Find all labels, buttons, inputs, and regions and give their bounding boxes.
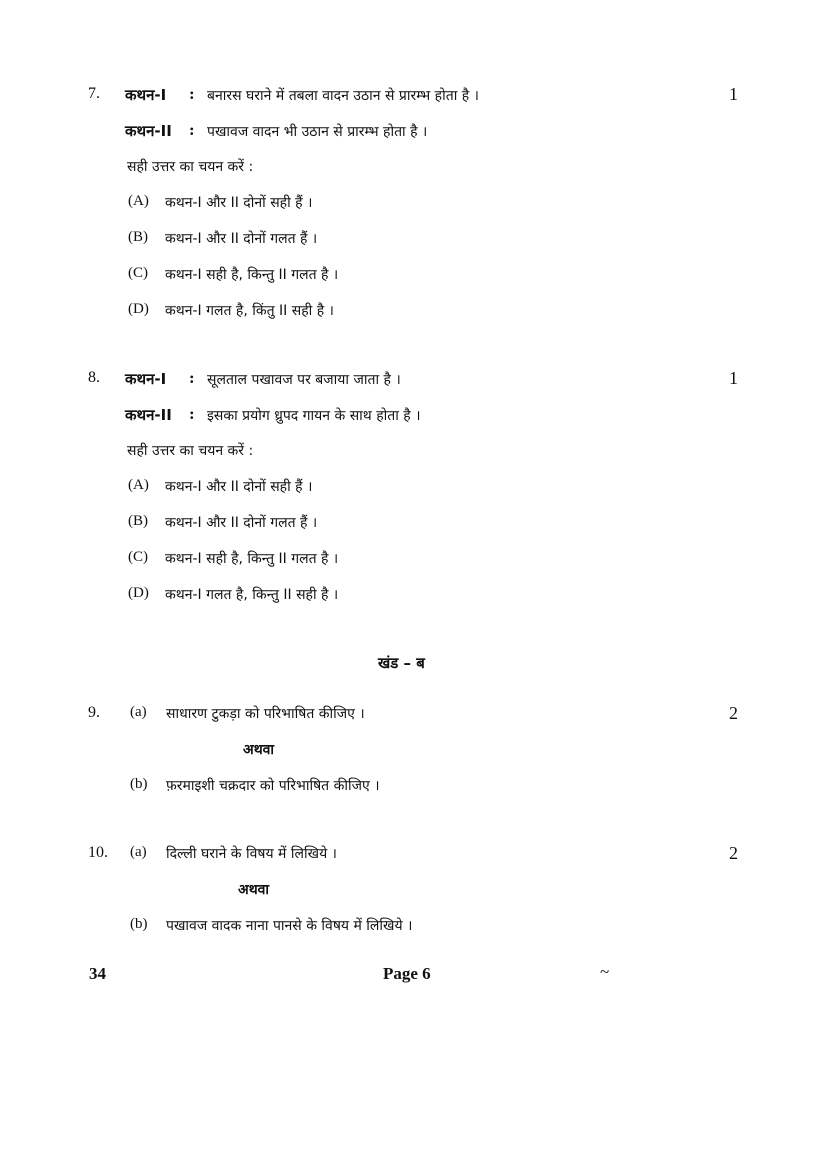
statement1-text: बनारस घराने में तबला वादन उठान से प्रारम्भ होता है । bbox=[207, 88, 479, 104]
question-marks: 2 bbox=[729, 843, 738, 863]
section-heading: खंड – ब bbox=[378, 654, 425, 672]
part-text: पखावज वादक नाना पानसे के विषय में लिखिये । bbox=[166, 918, 413, 934]
question-number: 9. bbox=[88, 704, 100, 721]
paper-code: 34 bbox=[89, 964, 106, 983]
part-label: (b) bbox=[130, 776, 148, 792]
option-text: कथन-I सही है, किन्तु II गलत है । bbox=[165, 551, 339, 567]
page-number: Page 6 bbox=[383, 964, 431, 983]
part-text: साधारण टुकड़ा को परिभाषित कीजिए । bbox=[166, 706, 365, 722]
footer-mark: ~ bbox=[600, 962, 610, 981]
part-label: (a) bbox=[130, 844, 147, 860]
option-label: (B) bbox=[128, 513, 148, 529]
option-text: कथन-I और II दोनों गलत हैं । bbox=[165, 515, 318, 531]
colon: : bbox=[189, 85, 195, 103]
option-label: (D) bbox=[128, 585, 149, 601]
option-text: कथन-I और II दोनों गलत हैं । bbox=[165, 231, 318, 247]
option-label: (D) bbox=[128, 301, 149, 317]
colon: : bbox=[189, 121, 195, 139]
option-label: (C) bbox=[128, 265, 148, 281]
option-text: कथन-I और II दोनों सही हैं । bbox=[165, 479, 313, 495]
instruction: सही उत्तर का चयन करें : bbox=[127, 443, 254, 459]
question-number: 8. bbox=[88, 369, 100, 386]
statement2-text: पखावज वादन भी उठान से प्रारम्भ होता है । bbox=[207, 124, 428, 140]
part-label: (a) bbox=[130, 704, 147, 720]
statement1-text: सूलताल पखावज पर बजाया जाता है । bbox=[207, 372, 401, 388]
question-marks: 1 bbox=[729, 84, 738, 104]
statement2-label: कथन-II bbox=[125, 406, 172, 424]
statement1-label: कथन-I bbox=[125, 370, 167, 388]
option-text: कथन-I और II दोनों सही हैं । bbox=[165, 195, 313, 211]
or-text: अथवा bbox=[243, 742, 275, 758]
part-label: (b) bbox=[130, 916, 148, 932]
option-text: कथन-I सही है, किन्तु II गलत है । bbox=[165, 267, 339, 283]
question-marks: 1 bbox=[729, 368, 738, 388]
question-marks: 2 bbox=[729, 703, 738, 723]
option-label: (C) bbox=[128, 549, 148, 565]
statement2-text: इसका प्रयोग ध्रुपद गायन के साथ होता है । bbox=[207, 408, 421, 424]
instruction: सही उत्तर का चयन करें : bbox=[127, 159, 254, 175]
part-text: फ़रमाइशी चक्रदार को परिभाषित कीजिए । bbox=[166, 778, 380, 794]
part-text: दिल्ली घराने के विषय में लिखिये । bbox=[166, 846, 337, 862]
colon: : bbox=[189, 405, 195, 423]
statement1-label: कथन-I bbox=[125, 86, 167, 104]
statement2-label: कथन-II bbox=[125, 122, 172, 140]
colon: : bbox=[189, 369, 195, 387]
question-number: 10. bbox=[88, 844, 108, 861]
option-text: कथन-I गलत है, किन्तु II सही है । bbox=[165, 587, 339, 603]
option-label: (A) bbox=[128, 193, 149, 209]
option-text: कथन-I गलत है, किंतु II सही है । bbox=[165, 303, 334, 319]
option-label: (A) bbox=[128, 477, 149, 493]
or-text: अथवा bbox=[238, 882, 270, 898]
question-number: 7. bbox=[88, 85, 100, 102]
option-label: (B) bbox=[128, 229, 148, 245]
